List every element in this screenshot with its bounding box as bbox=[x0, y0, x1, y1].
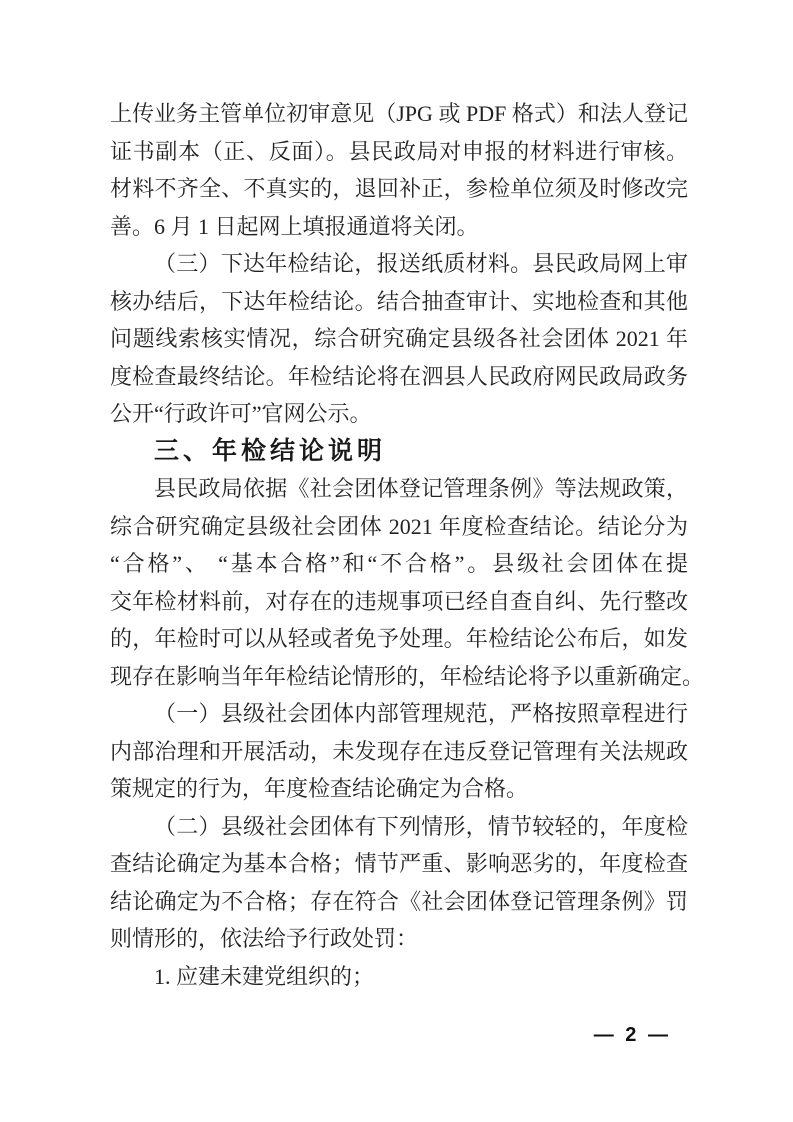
text-line: （三）下达年检结论，报送纸质材料。县民政局网上审 bbox=[154, 251, 688, 276]
paragraph bbox=[110, 958, 688, 996]
section-heading bbox=[110, 433, 688, 471]
text-line: “合格”、 “基本合格”和“不合格”。县级社会团体在提 bbox=[110, 551, 688, 576]
text-line: 县民政局依据《社会团体登记管理条例》等法规政策， bbox=[154, 476, 688, 501]
text-line: 交年检材料前，对存在的违规事项已经自查自纠、先行整改 bbox=[110, 588, 688, 614]
paragraph bbox=[110, 95, 688, 245]
text-line: 综合研究确定县级社会团体 2021 年度检查结论。结论分为 bbox=[110, 513, 688, 539]
text-line: 材料不齐全、不真实的，退回补正，参检单位须及时修改完 bbox=[110, 176, 688, 201]
text-line: 上传业务主管单位初审意见（JPG 或 PDF 格式）和法人登记 bbox=[110, 101, 688, 126]
text-line: （一）县级社会团体内部管理规范，严格按照章程进行 bbox=[154, 701, 688, 726]
text-line: 度检查最终结论。年检结论将在泗县人民政府网民政局政务 bbox=[110, 363, 688, 389]
text-line: （二）县级社会团体有下列情形，情节较轻的，年度检 bbox=[154, 813, 688, 839]
text-line: 则情形的，依法给予行政处罚： bbox=[110, 926, 419, 951]
text-line: 的，年检时可以从轻或者免予处理。年检结论公布后，如发 bbox=[110, 626, 688, 651]
heading-line: 三、年检结论说明 bbox=[154, 436, 387, 465]
text-line: 核办结后，下达年检结论。结合抽查审计、实地检查和其他 bbox=[110, 288, 688, 314]
paragraph bbox=[110, 245, 688, 433]
paragraph bbox=[110, 808, 688, 958]
text-line: 策规定的行为，年度检查结论确定为合格。 bbox=[110, 776, 529, 801]
text-line: 内部治理和开展活动，未发现存在违反登记管理有关法规政 bbox=[110, 738, 688, 764]
text-line: 结论确定为不合格；存在符合《社会团体登记管理条例》罚 bbox=[110, 888, 688, 914]
paragraph bbox=[110, 695, 688, 808]
text-line: 1. 应建未建党组织的； bbox=[154, 963, 375, 989]
document-body bbox=[110, 95, 705, 995]
text-line: 公开“行政许可”官网公示。 bbox=[110, 401, 372, 426]
text-line: 现存在影响当年年检结论情形的，年检结论将予以重新确定。 bbox=[110, 663, 705, 689]
text-line: 查结论确定为基本合格；情节严重、影响恶劣的，年度检查 bbox=[110, 851, 688, 876]
text-line: 善。6 月 1 日起网上填报通道将关闭。 bbox=[110, 213, 479, 239]
paragraph bbox=[110, 470, 705, 695]
text-line: 问题线索核实情况，综合研究确定县级各社会团体 2021 年 bbox=[110, 326, 688, 351]
text-line: 证书副本（正、反面）。县民政局对申报的材料进行审核。 bbox=[110, 138, 688, 164]
page-number: — 2 — bbox=[593, 1024, 671, 1046]
